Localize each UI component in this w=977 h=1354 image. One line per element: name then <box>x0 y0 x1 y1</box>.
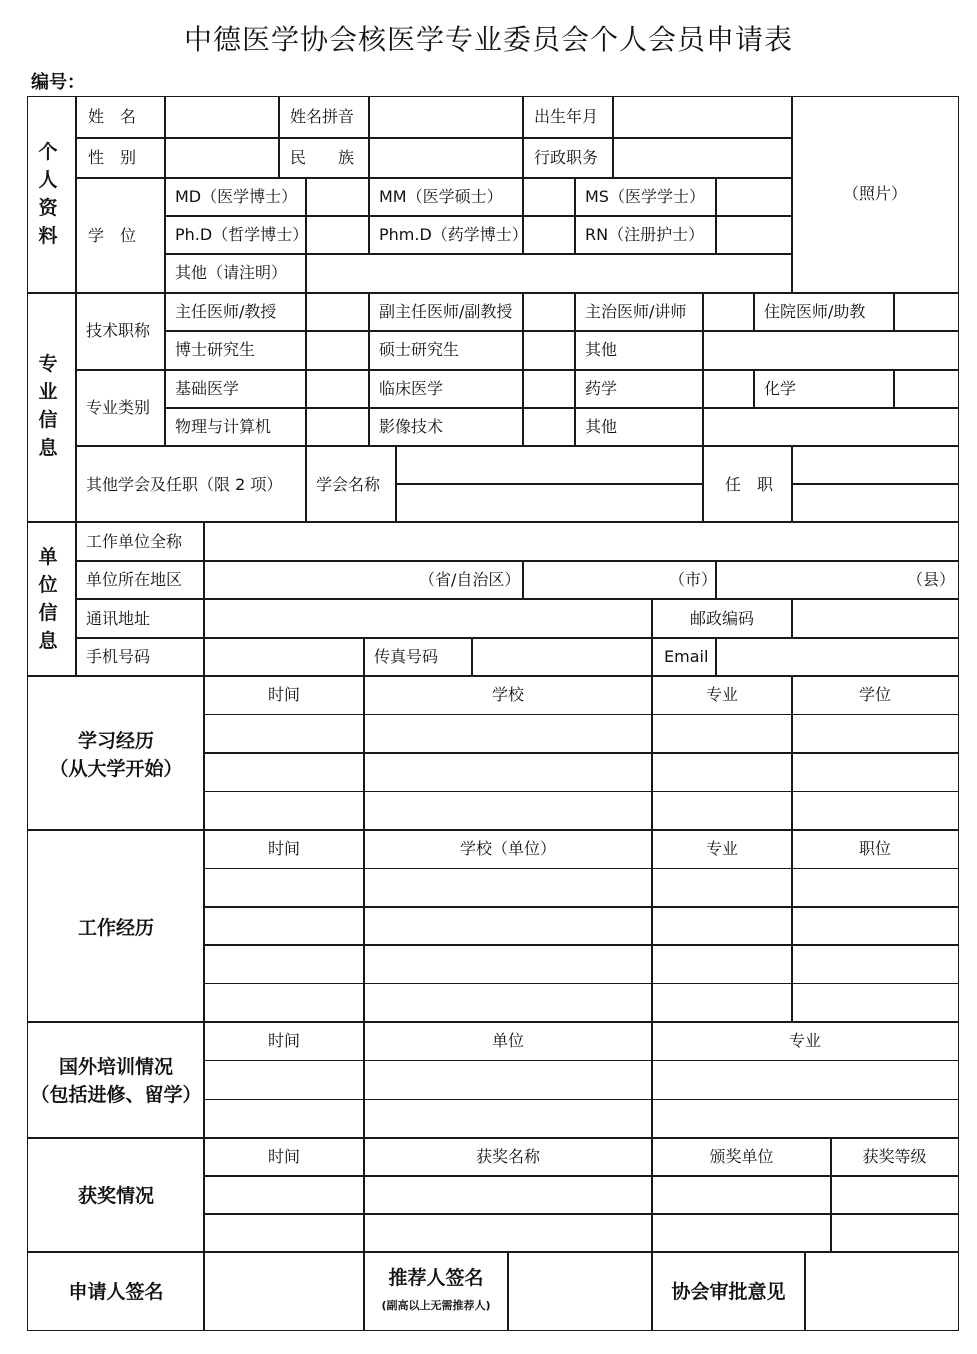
photo-label: （照片） <box>842 184 907 203</box>
recommender-note: (副高以上无需推荐人) <box>381 1299 491 1312</box>
applicant-sign-label: 申请人签名 <box>68 1281 164 1303</box>
category-option-label: 其他 <box>585 417 618 436</box>
awards-header-label: 时间 <box>267 1147 300 1166</box>
work-label: 工作经历 <box>77 917 154 939</box>
section-char: 料 <box>38 225 58 247</box>
input-ethnicity[interactable] <box>368 137 524 179</box>
address-label: 通讯地址 <box>86 609 151 628</box>
input-admin-post[interactable] <box>612 137 793 179</box>
work-cell[interactable] <box>651 868 793 908</box>
input-society-1[interactable] <box>395 445 704 485</box>
admin-post-label: 行政职务 <box>534 148 599 167</box>
work-cell[interactable] <box>363 906 653 946</box>
awards-label: 获奖情况 <box>77 1185 154 1207</box>
work-cell[interactable] <box>203 868 365 908</box>
title-option-label: 住院医师/助教 <box>764 302 866 321</box>
category-option-label: 药学 <box>585 379 618 398</box>
tech-title-label: 技术职称 <box>86 321 151 340</box>
section-char: 专 <box>38 353 58 375</box>
input-mobile[interactable] <box>203 637 365 677</box>
work-cell[interactable] <box>363 944 653 984</box>
title-checkbox[interactable] <box>522 292 576 332</box>
section-char: 息 <box>38 630 58 652</box>
page-title: 中德医学协会核医学专业委员会个人会员申请表 <box>183 23 793 56</box>
category-option-label: 化学 <box>764 379 797 398</box>
study-cell[interactable] <box>791 714 959 754</box>
study-header-label: 专业 <box>705 685 738 704</box>
title-option-label: 硕士研究生 <box>379 340 460 359</box>
study-cell[interactable] <box>363 714 653 754</box>
mobile-label: 手机号码 <box>86 647 151 666</box>
work-cell[interactable] <box>363 868 653 908</box>
degree-checkbox[interactable] <box>715 177 793 217</box>
training-cell[interactable] <box>203 1099 365 1139</box>
section-char: 信 <box>38 602 58 624</box>
input-society-2[interactable] <box>395 483 704 523</box>
study-cell[interactable] <box>791 752 959 792</box>
label-study-block <box>27 675 205 831</box>
input-email[interactable] <box>715 637 959 677</box>
study-label: 学习经历 <box>77 730 154 752</box>
study-header-label: 学校 <box>491 685 524 704</box>
title-option-label: 副主任医师/副教授 <box>379 302 513 321</box>
unit-full-name-label: 工作单位全称 <box>86 532 183 551</box>
training-cell[interactable] <box>651 1060 959 1100</box>
degree-checkbox[interactable] <box>715 215 793 255</box>
input-unit-full[interactable] <box>203 521 959 562</box>
title-checkbox[interactable] <box>893 292 959 332</box>
study-cell[interactable] <box>651 791 793 831</box>
awards-cell[interactable] <box>363 1175 653 1215</box>
work-header-label: 学校（单位） <box>459 839 556 858</box>
category-checkbox[interactable] <box>522 407 576 447</box>
study-cell[interactable] <box>651 714 793 754</box>
category-label: 专业类别 <box>86 398 151 417</box>
study-header-label: 学位 <box>858 685 891 704</box>
study-header-label: 时间 <box>267 685 300 704</box>
study-cell[interactable] <box>203 791 365 831</box>
title-option-label: 博士研究生 <box>175 340 256 359</box>
training-header-label: 时间 <box>267 1031 300 1050</box>
degree-option-label: RN（注册护士） <box>585 225 705 244</box>
section-char: 资 <box>38 197 58 219</box>
approval-label: 协会审批意见 <box>671 1281 786 1303</box>
work-cell[interactable] <box>791 983 959 1023</box>
section-char: 业 <box>38 381 58 403</box>
study-cell[interactable] <box>363 791 653 831</box>
study-cell[interactable] <box>363 752 653 792</box>
training-cell[interactable] <box>363 1060 653 1100</box>
input-gender[interactable] <box>164 137 280 179</box>
degree-option-label: MD（医学博士） <box>175 187 298 206</box>
work-cell[interactable] <box>651 906 793 946</box>
study-cell[interactable] <box>791 791 959 831</box>
degree-option-label: MS（医学学士） <box>585 187 705 206</box>
title-checkbox[interactable] <box>305 330 370 371</box>
category-checkbox[interactable] <box>305 407 370 447</box>
title-option-label: 主治医师/讲师 <box>585 302 687 321</box>
awards-cell[interactable] <box>651 1213 832 1253</box>
training-cell[interactable] <box>651 1099 959 1139</box>
training-cell[interactable] <box>363 1099 653 1139</box>
awards-cell[interactable] <box>363 1213 653 1253</box>
work-cell[interactable] <box>791 944 959 984</box>
input-postcode[interactable] <box>791 598 959 639</box>
section-char: 人 <box>38 169 58 191</box>
awards-cell[interactable] <box>203 1175 365 1215</box>
input-address[interactable] <box>203 598 653 639</box>
recommender-sign-label: 推荐人签名 <box>388 1267 484 1289</box>
work-cell[interactable] <box>203 983 365 1023</box>
section-char: 个 <box>38 141 58 163</box>
name-label: 姓 名 <box>88 107 137 126</box>
position-label: 任 职 <box>725 475 774 494</box>
ethnicity-label: 民 族 <box>290 148 355 167</box>
degree-other-input[interactable] <box>305 253 793 294</box>
work-header-label: 专业 <box>705 839 738 858</box>
work-cell[interactable] <box>791 868 959 908</box>
section-personal-label <box>33 138 63 250</box>
study-cell[interactable] <box>651 752 793 792</box>
birth-label: 出生年月 <box>534 107 599 126</box>
training-header-label: 专业 <box>788 1031 821 1050</box>
study-sublabel: （从大学开始） <box>49 758 183 780</box>
category-checkbox[interactable] <box>522 369 576 409</box>
section-char: 息 <box>38 437 58 459</box>
society-name-label: 学会名称 <box>316 475 381 494</box>
title-option-label: 其他 <box>585 340 618 359</box>
degree-option-label: MM（医学硕士） <box>379 187 503 206</box>
training-label: 国外培训情况 <box>58 1056 173 1078</box>
serial-number-label: 编号： <box>31 72 85 93</box>
training-sublabel: （包括进修、留学） <box>30 1084 202 1106</box>
work-cell[interactable] <box>203 944 365 984</box>
awards-cell[interactable] <box>651 1175 832 1215</box>
other-society-label: 其他学会及任职（限 2 项） <box>86 475 283 494</box>
category-checkbox[interactable] <box>305 369 370 409</box>
title-checkbox[interactable] <box>305 292 370 332</box>
other-degree-label: 其他（请注明） <box>175 263 288 282</box>
awards-cell[interactable] <box>830 1175 959 1215</box>
section-char: 位 <box>38 574 58 596</box>
input-name[interactable] <box>164 96 280 139</box>
category-option-label: 基础医学 <box>175 379 240 398</box>
input-recommender-sign[interactable] <box>507 1251 653 1331</box>
degree-option-label: Phm.D（药学博士） <box>379 225 528 244</box>
title-checkbox[interactable] <box>522 330 576 371</box>
work-cell[interactable] <box>203 906 365 946</box>
degree-option-label: Ph.D（哲学博士） <box>175 225 309 244</box>
label-training-block <box>27 1021 205 1139</box>
category-other-input[interactable] <box>702 407 959 447</box>
category-checkbox[interactable] <box>893 369 959 409</box>
study-cell[interactable] <box>203 752 365 792</box>
work-cell[interactable] <box>363 983 653 1023</box>
work-cell[interactable] <box>651 983 793 1023</box>
category-option-label: 影像技术 <box>379 417 444 436</box>
county-label: （县） <box>907 570 956 589</box>
fax-label: 传真号码 <box>374 647 439 666</box>
section-char: 信 <box>38 409 58 431</box>
training-cell[interactable] <box>203 1060 365 1100</box>
postcode-label: 邮政编码 <box>690 609 755 628</box>
work-header-label: 职位 <box>858 839 891 858</box>
province-label: （省/自治区） <box>419 570 521 589</box>
section-char: 单 <box>38 546 58 568</box>
city-label: （市） <box>669 570 718 589</box>
input-approval[interactable] <box>804 1251 959 1331</box>
category-option-label: 物理与计算机 <box>175 417 272 436</box>
input-birth[interactable] <box>612 96 793 139</box>
label-recommender-sign <box>363 1251 509 1331</box>
awards-header-label: 获奖名称 <box>475 1147 540 1166</box>
awards-header-label: 颁奖单位 <box>709 1147 774 1166</box>
title-checkbox[interactable] <box>702 292 755 332</box>
email-label: Email <box>664 647 709 666</box>
degree-checkbox[interactable] <box>522 177 576 217</box>
degree-checkbox[interactable] <box>305 215 370 255</box>
category-option-label: 临床医学 <box>379 379 444 398</box>
region-label: 单位所在地区 <box>86 570 183 589</box>
title-option-label: 主任医师/教授 <box>175 302 277 321</box>
training-header-label: 单位 <box>491 1031 524 1050</box>
study-cell[interactable] <box>203 714 365 754</box>
awards-cell[interactable] <box>830 1213 959 1253</box>
work-header-label: 时间 <box>267 839 300 858</box>
input-pinyin[interactable] <box>368 96 524 139</box>
work-cell[interactable] <box>791 906 959 946</box>
input-fax[interactable] <box>471 637 653 677</box>
degree-checkbox[interactable] <box>522 215 576 255</box>
pinyin-label: 姓名拼音 <box>290 107 355 126</box>
category-checkbox[interactable] <box>702 369 755 409</box>
title-other-input[interactable] <box>702 330 959 371</box>
input-applicant-sign[interactable] <box>203 1251 365 1331</box>
input-position-2[interactable] <box>791 483 959 523</box>
awards-header-label: 获奖等级 <box>862 1147 927 1166</box>
input-position-1[interactable] <box>791 445 959 485</box>
section-unit-label <box>33 543 63 655</box>
gender-label: 性 别 <box>88 148 137 167</box>
section-professional-label <box>33 350 63 462</box>
awards-cell[interactable] <box>203 1213 365 1253</box>
degree-checkbox[interactable] <box>305 177 370 217</box>
degree-label: 学 位 <box>88 226 137 245</box>
work-cell[interactable] <box>651 944 793 984</box>
